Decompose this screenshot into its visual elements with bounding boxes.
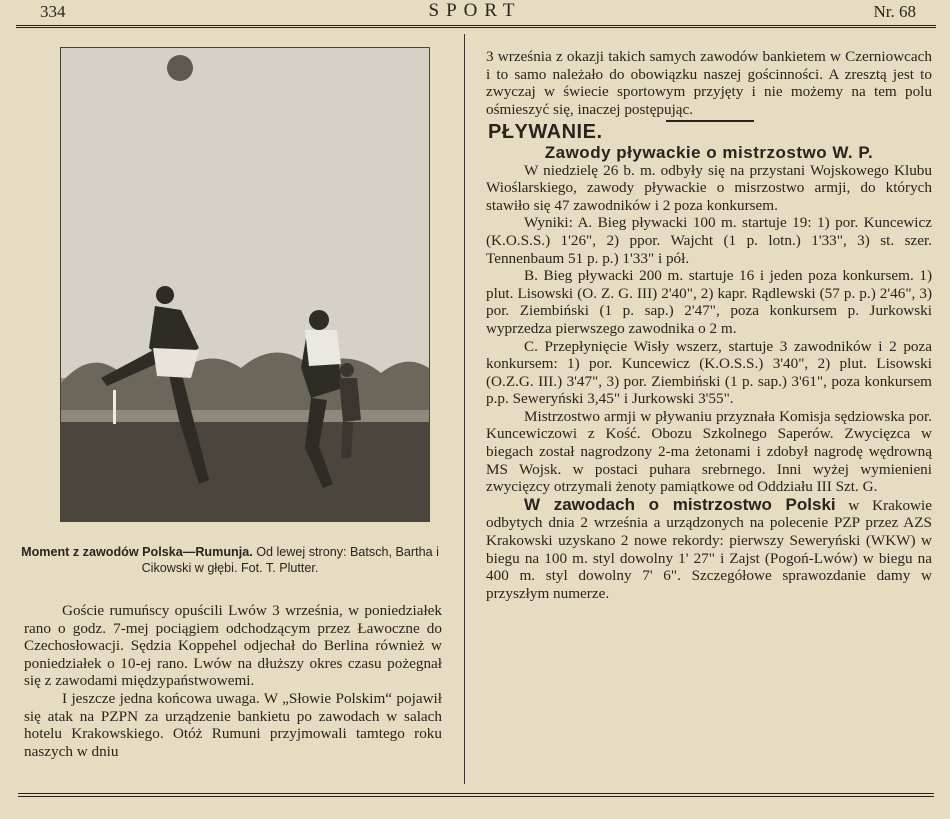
paragraph — [486, 496, 932, 603]
football-photo — [60, 47, 430, 522]
header-rule — [16, 25, 936, 31]
section-separator — [666, 120, 754, 122]
photo-player-shorts — [153, 348, 199, 378]
issue-number: Nr. 68 — [873, 2, 916, 21]
photo-ball — [167, 55, 193, 81]
column-divider — [464, 34, 465, 784]
photo-fence — [61, 410, 429, 422]
photo-illustration — [61, 48, 429, 521]
photo-goal-post — [113, 390, 116, 424]
section-title: PŁYWANIE. — [488, 121, 603, 144]
caption-text: Od lewej strony: Batsch, Bartha i Cikowski w głębi. Fot. T. Plutter. — [141, 545, 439, 575]
left-column-text — [24, 602, 442, 760]
magazine-title: SPORT — [428, 0, 522, 21]
paragraph: Mistrzostwo armji w pływaniu przyznała Komisja sędziowska por. Kuncewiczowi z Kość. Obozu Szkolnego Saperów. Zwycięzca w biegach został nagrodzony 2-ma żetonami i zdobył nagrodę wędrowną MS Wojsk. w postaci puhara srebrnego. Inni wyżej wymienieni zwycięzcy otrzymali żenoty pamiątkowe od Oddziału III Szt. G. — [486, 407, 932, 496]
footer-rule — [18, 793, 934, 801]
photo-player-shirt — [305, 330, 341, 366]
photo-sky — [61, 48, 429, 378]
paragraph-text: w Krakowie odbytych dnia 2 września a urządzonych na polecenie PZP przez AZS Krakowski uzyskano 2 nowe rekordy: pierwszy Seweryński (WKW) w biegu na 100 m. styl dowolny 1' 27" i Zajst (Pogoń-Lwów) w biegu na 400 m. styl dowolny 7' 6". Szczegółowe sprawozdanie damy w przyszłym numerze. — [486, 496, 932, 602]
paragraph-continuation: 3 września z okazji takich samych zawodów bankietem w Czerniowcach i to samo należało do obowiązku naszej gościnności. A zresztą jest to zwyczaj w świecie sportowym przyjęty i nie możemy na tem polu ośmieszyć się, inaczej postępując. — [486, 48, 932, 118]
paragraph: Wyniki: A. Bieg pływacki 100 m. startuje 19: 1) por. Kuncewicz (K.O.S.S.) 1'26", 2) ppor. Wajcht (1 p. lotn.) 1'33", 3) st. szer. Tennenbaum 51 p. p.) 1'33" i pół. — [486, 214, 932, 267]
caption-bold: Moment z zawodów Polska—Rumunja. — [21, 545, 253, 559]
right-column-text — [486, 48, 932, 602]
paragraph: C. Przepłynięcie Wisły wszerz, startuje 3 zawodników i 2 poza konkursem: 1) por. Kuncewicz (K.O.S.S.) 3'40", 2) plut. Lisowski (O.Z.G. III.) 3'47", 3) por. Ziembiński (1 p. sap.) 3'61", poza konkursem p.p. Seweryński 3,45" i Jurkowski 3'55". — [486, 337, 932, 408]
paragraph: B. Bieg pływacki 200 m. startuje 16 i jeden poza konkursem. 1) plut. Lisowski (O. Z. G. III) 2'40", 2) kapr. Rądlewski (57 p. p.) 2'46", 3) por. Ziembiński (1 p. sap.) 2'47", poza konkursem p. Jurkowski wyprzedza pierwszego zawodnika o 2 m. — [486, 267, 932, 337]
paragraph: Goście rumuńscy opuścili Lwów 3 września, w poniedziałek rano o godz. 7-mej pociągiem odchodzącym przez Ławoczne do Czechosłowacji. Sędzia Koppehel odjechał do Berlina również w poniedziałek o 10-ej rano. Lwów na dłuższy okres czasu pożegnał się z zawodami międzypaństwowemi. — [24, 602, 442, 690]
page-header — [0, 0, 950, 24]
inline-heading: W zawodach o mistrzostwo Polski — [524, 494, 836, 514]
photo-caption — [18, 544, 442, 576]
page-number: 334 — [40, 2, 66, 21]
photo-pitch — [61, 422, 429, 521]
subsection-title: Zawody pływackie o mistrzostwo W. P. — [544, 142, 874, 162]
paragraph: W niedzielę 26 b. m. odbyły się na przystani Wojskowego Klubu Wioślarskiego, zawody pływackie o misrzostwo armji, do których stawiło się 47 zawodników i 2 poza konkursem. — [486, 161, 932, 214]
paragraph: I jeszcze jedna końcowa uwaga. W „Słowie Polskim“ pojawił się atak na PZPN za urządzenie bankietu po zawodach w salach hotelu Krakowskiego. Otóż Rumuni przyjmowali tamtego roku naszych w dniu — [24, 689, 442, 760]
